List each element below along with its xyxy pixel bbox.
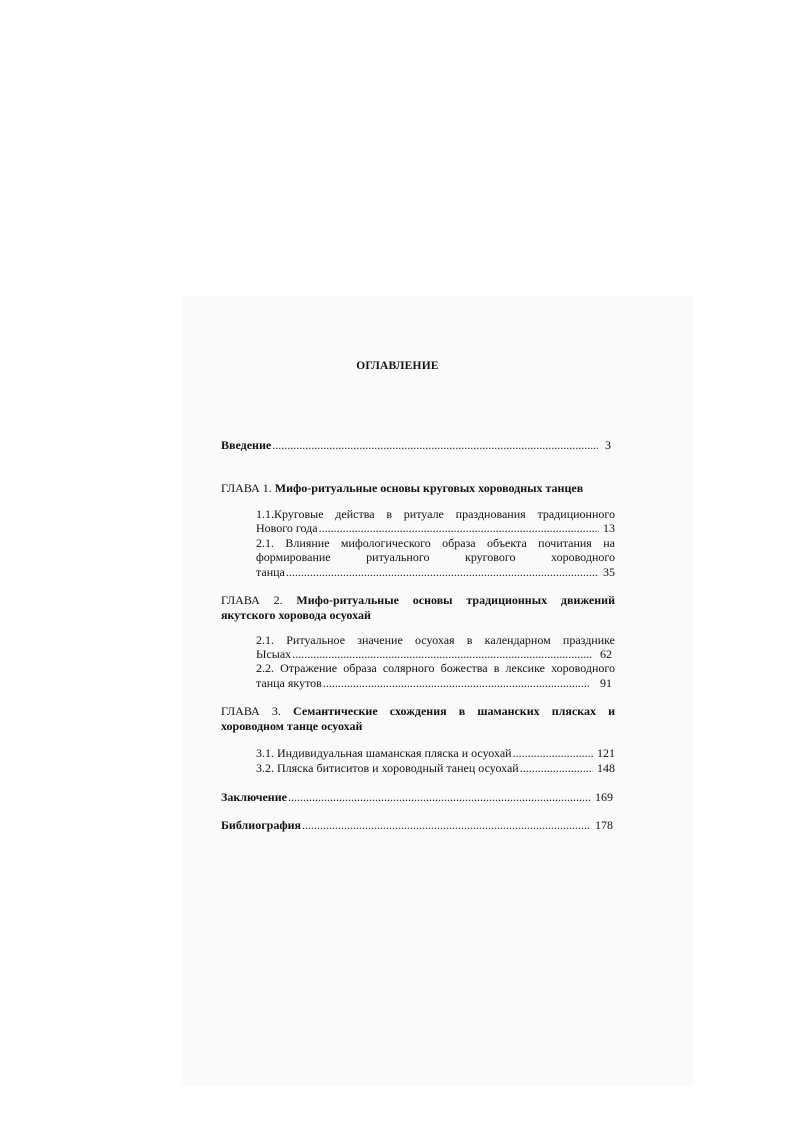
leader-dots [288, 790, 591, 805]
toc-entry-page: 35 [603, 565, 615, 579]
leader-dots [286, 565, 599, 580]
toc-entry-page: 91 [600, 676, 612, 690]
toc-entry-label: танца якутов [256, 676, 322, 690]
toc-entry-page: 62 [600, 647, 612, 661]
toc-entry-page: 13 [603, 521, 615, 535]
toc-item-2-2-line1: 2.2. Отражение образа солярного божества в лексике хороводного [256, 661, 615, 675]
chapter-prefix: ГЛАВА 1. [221, 481, 272, 495]
leader-dots [302, 818, 591, 833]
toc-entry-label: Нового года [256, 521, 318, 535]
toc-item-1-1 [256, 521, 615, 536]
chapter-title: Мифо-ритуальные основы круговых хороводных танцев [274, 481, 584, 495]
toc-entry-conclusion [221, 790, 613, 805]
toc-entry-label: Введение [221, 438, 272, 452]
toc-entry-label: танца [256, 565, 285, 579]
toc-item-3-1 [256, 746, 615, 761]
toc-item-1-1-line1: 1.1.Круговые действа в ритуале празднования традиционного [256, 507, 615, 521]
leader-dots [520, 761, 593, 776]
toc-entry-intro [221, 438, 611, 453]
toc-entry-label: Ысыах [256, 647, 292, 661]
toc-item-3-2 [256, 761, 615, 776]
scanned-page [181, 296, 693, 1086]
chapter-3-heading-line2: хороводном танце осуохай [221, 719, 363, 733]
toc-item-2-1 [256, 565, 615, 580]
toc-entry-label: 3.1. Индивидуальная шаманская пляска и осуохай [256, 746, 512, 760]
toc-item-2-1-line2: формирование ритуального кругового хороводного [256, 550, 615, 564]
chapter-2-heading [221, 592, 615, 608]
toc-entry-label: Заключение [221, 790, 287, 804]
toc-entry-bibliography [221, 818, 613, 833]
chapter-prefix: ГЛАВА 2. [221, 593, 283, 607]
toc-entry-page: 3 [605, 438, 611, 452]
chapter-2-heading-line2: якутского хоровода осуохай [221, 608, 371, 622]
chapter-title: Мифо-ритуальные основы традиционных движений [296, 593, 615, 607]
page-title: ОГЛАВЛЕНИЕ [356, 360, 439, 372]
leader-dots [272, 438, 598, 453]
toc-item-2-1-ch2 [256, 647, 612, 662]
toc-entry-label: Библиография [221, 818, 302, 832]
chapter-title: Семантические схождения в шаманских плясках и [293, 704, 615, 718]
toc-item-2-2 [256, 676, 612, 691]
leader-dots [292, 647, 593, 662]
toc-entry-page: 169 [595, 790, 613, 804]
leader-dots [319, 521, 599, 536]
leader-dots [513, 746, 593, 761]
toc-item-2-1-ch2-line1: 2.1. Ритуальное значение осуохая в календарном празднике [256, 633, 615, 647]
toc-item-2-1-line1: 2.1. Влияние мифологического образа объекта почитания на [256, 536, 615, 550]
toc-entry-page: 178 [595, 818, 613, 832]
chapter-prefix: ГЛАВА 3. [221, 704, 281, 718]
leader-dots [323, 676, 589, 691]
toc-entry-page: 148 [597, 761, 615, 775]
toc-entry-label: 3.2. Пляска битиситов и хороводный танец осуохай [256, 761, 519, 775]
chapter-1-heading [221, 480, 615, 496]
toc-entry-page: 121 [597, 746, 615, 760]
chapter-3-heading [221, 703, 615, 719]
